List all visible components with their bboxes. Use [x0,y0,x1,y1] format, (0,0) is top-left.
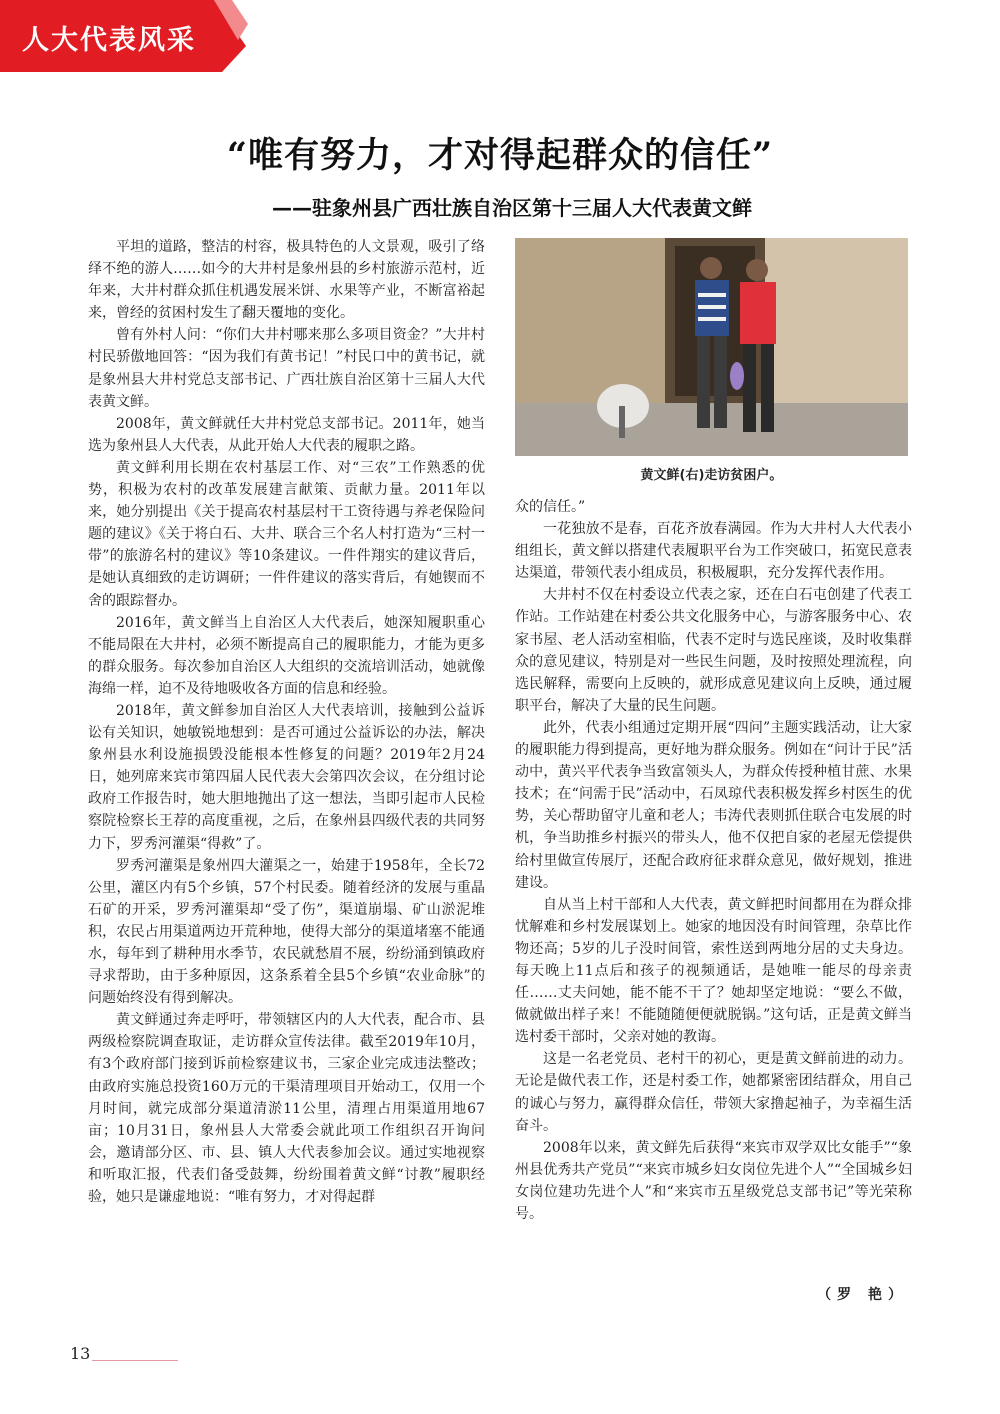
paragraph: 黄文鲜通过奔走呼吁，带领辖区内的人大代表，配合市、县两级检察院调查取证，走访群众宣传法律。截至2019年10月，有3个政府部门接到诉前检察建议书，三家企业完成违法整改；由政府实施总投资160万元的干渠清理项目开始动工，仅用一个月时间，就完成部分渠道清淤11公里，清理占用渠道用地67亩；10月31日，象州县人大常委会就此项工作组织召开询问会，邀请部分区、市、县、镇人大代表参加会议。通过实地视察和听取汇报，代表们备受鼓舞，纷纷围着黄文鲜“讨教”履职经验，她只是谦虚地说：“唯有努力，才对得起群 [88,1012,485,1206]
paragraph: 黄文鲜利用长期在农村基层工作、对“三农”工作熟悉的优势，积极为农村的改革发展建言献策、贡献力量。2011年以来，她分别提出《关于提高农村基层村干工资待遇与养老保险问题的建议》《关于将白石、大井、联合三个名人村打造为“三村一带”的旅游名村的建议》等10条建议。一件件翔实的建议背后，是她认真细致的走访调研；一件件建议的落实背后，有她锲而不舍的跟踪督办。 [88,459,485,609]
author-credit: （罗 艳） [817,1287,908,1303]
paragraph: 平坦的道路，整洁的村容，极具特色的人文景观，吸引了络绎不绝的游人……如今的大井村是象州县的乡村旅游示范村，近年来，大井村群众抓住机遇发展米饼、水果等产业，不断富裕起来，曾经的贫困村发生了翻天覆地的变化。 [88,239,485,322]
article-subtitle: ——驻象州县广西壮族自治区第十三届人大代表黄文鲜 [272,196,752,220]
paragraph: 这是一名老党员、老村干的初心，更是黄文鲜前进的动力。无论是做代表工作，还是村委工作，她都紧密团结群众，用自己的诚心与努力，赢得群众信任，带领大家撸起袖子，为幸福生活奋斗。 [515,1051,912,1134]
right-column [515,496,912,1225]
photo-caption: 黄文鲜(右)走访贫困户。 [640,468,783,483]
paragraph: 曾有外村人问：“你们大井村哪来那么多项目资金？”大井村村民骄傲地回答：“因为我们有黄书记！”村民口中的黄书记，就是象州县大井村党总支部书记、广西壮族自治区第十三届人大代表黄文鲜。 [88,327,485,410]
page-number: 13 [70,1344,91,1363]
page-number-rule [92,1360,178,1361]
paragraph: 2016年，黄文鲜当上自治区人大代表后，她深知履职重心不能局限在大井村，必须不断提高自己的履职能力，才能为更多的群众服务。每次参加自治区人大组织的交流培训活动，她就像海绵一样，迫不及待地吸收各方面的信息和经验。 [88,614,485,697]
article-photo [515,238,908,456]
photo-illustration [515,238,908,456]
paragraph: 自从当上村干部和人大代表，黄文鲜把时间都用在为群众排忧解难和乡村发展谋划上。她家的地因没有时间管理，杂草比作物还高；5岁的儿子没时间管，索性送到两地分居的丈夫身边。每天晚上11点后和孩子的视频通话，是她唯一能尽的母亲责任……丈夫问她，能不能不干了？她却坚定地说：“要么不做，做就做出样子来！不能随随便便就脱锅。”这句话，正是黄文鲜当选村委干部时，父亲对她的教诲。 [515,896,912,1046]
paragraph: 众的信任。” [515,499,586,515]
paragraph: 大井村不仅在村委设立代表之家，还在白石屯创建了代表工作站。工作站建在村委公共文化服务中心，与游客服务中心、农家书屋、老人活动室相临，代表不定时与选民座谈，及时收集群众的意见建议，特别是对一些民生问题，及时按照处理流程，向选民解释，需要向上反映的，就形成意见建议向上反映，通过履职平台，解决了大量的民生问题。 [515,587,912,714]
paragraph: 2008年，黄文鲜就任大井村党总支部书记。2011年，她当选为象州县人大代表，从此开始人大代表的履职之路。 [88,415,485,454]
article-title: “唯有努力，才对得起群众的信任” [226,135,774,176]
paragraph: 2018年，黄文鲜参加自治区人大代表培训，接触到公益诉讼有关知识，她敏锐地想到：是否可通过公益诉讼的办法，解决象州县水利设施损毁没能根本性修复的问题？2019年2月24日，她列席来宾市第四届人民代表大会第四次会议，在分组讨论政府工作报告时，她大胆地抛出了这一想法，当即引起市人民检察院检察长王荐的高度重视，之后，在象州县四级代表的共同努力下，罗秀河灌渠“得救”了。 [88,702,485,852]
paragraph: 此外，代表小组通过定期开展“四问”主题实践活动，让大家的履职能力得到提高，更好地为群众服务。例如在“问计于民”活动中，黄兴平代表争当致富领头人，为群众传授种植甘蔗、水果技术；在“问需于民”活动中，石凤琼代表积极发挥乡村医生的优势，关心帮助留守儿童和老人；韦涛代表则抓住联合屯发展的时机，争当助推乡村振兴的带头人，他不仅把自家的老屋无偿提供给村里做宣传展厅，还配合政府征求群众意见，做好规划，推进建设。 [515,719,912,891]
paragraph: 罗秀河灌渠是象州四大灌渠之一，始建于1958年，全长72公里，灌区内有5个乡镇，57个村民委。随着经济的发展与重晶石矿的开采，罗秀河灌渠却“受了伤”，渠道崩塌、矿山淤泥堆积，农民占用渠道两边开荒种地，使得大部分的渠道堵塞不能通水，每年到了耕种用水季节，农民就愁眉不展，纷纷涌到镇政府寻求帮助，由于多种原因，这条系着全县5个乡镇“农业命脉”的问题始终没有得到解决。 [88,857,485,1007]
section-banner [0,0,248,72]
paragraph: 一花独放不是春，百花齐放春满园。作为大井村人大代表小组组长，黄文鲜以搭建代表履职平台为工作突破口，拓宽民意表达渠道，带领代表小组成员，积极履职，充分发挥代表作用。 [515,521,912,582]
section-label: 人大代表风采 [22,25,196,56]
left-column [88,236,485,1208]
paragraph: 2008年以来，黄文鲜先后获得“来宾市双学双比女能手”“象州县优秀共产党员”“来宾市城乡妇女岗位先进个人”“全国城乡妇女岗位建功先进个人”和“来宾市五星级党总支部书记”等光荣称号。 [515,1139,912,1222]
